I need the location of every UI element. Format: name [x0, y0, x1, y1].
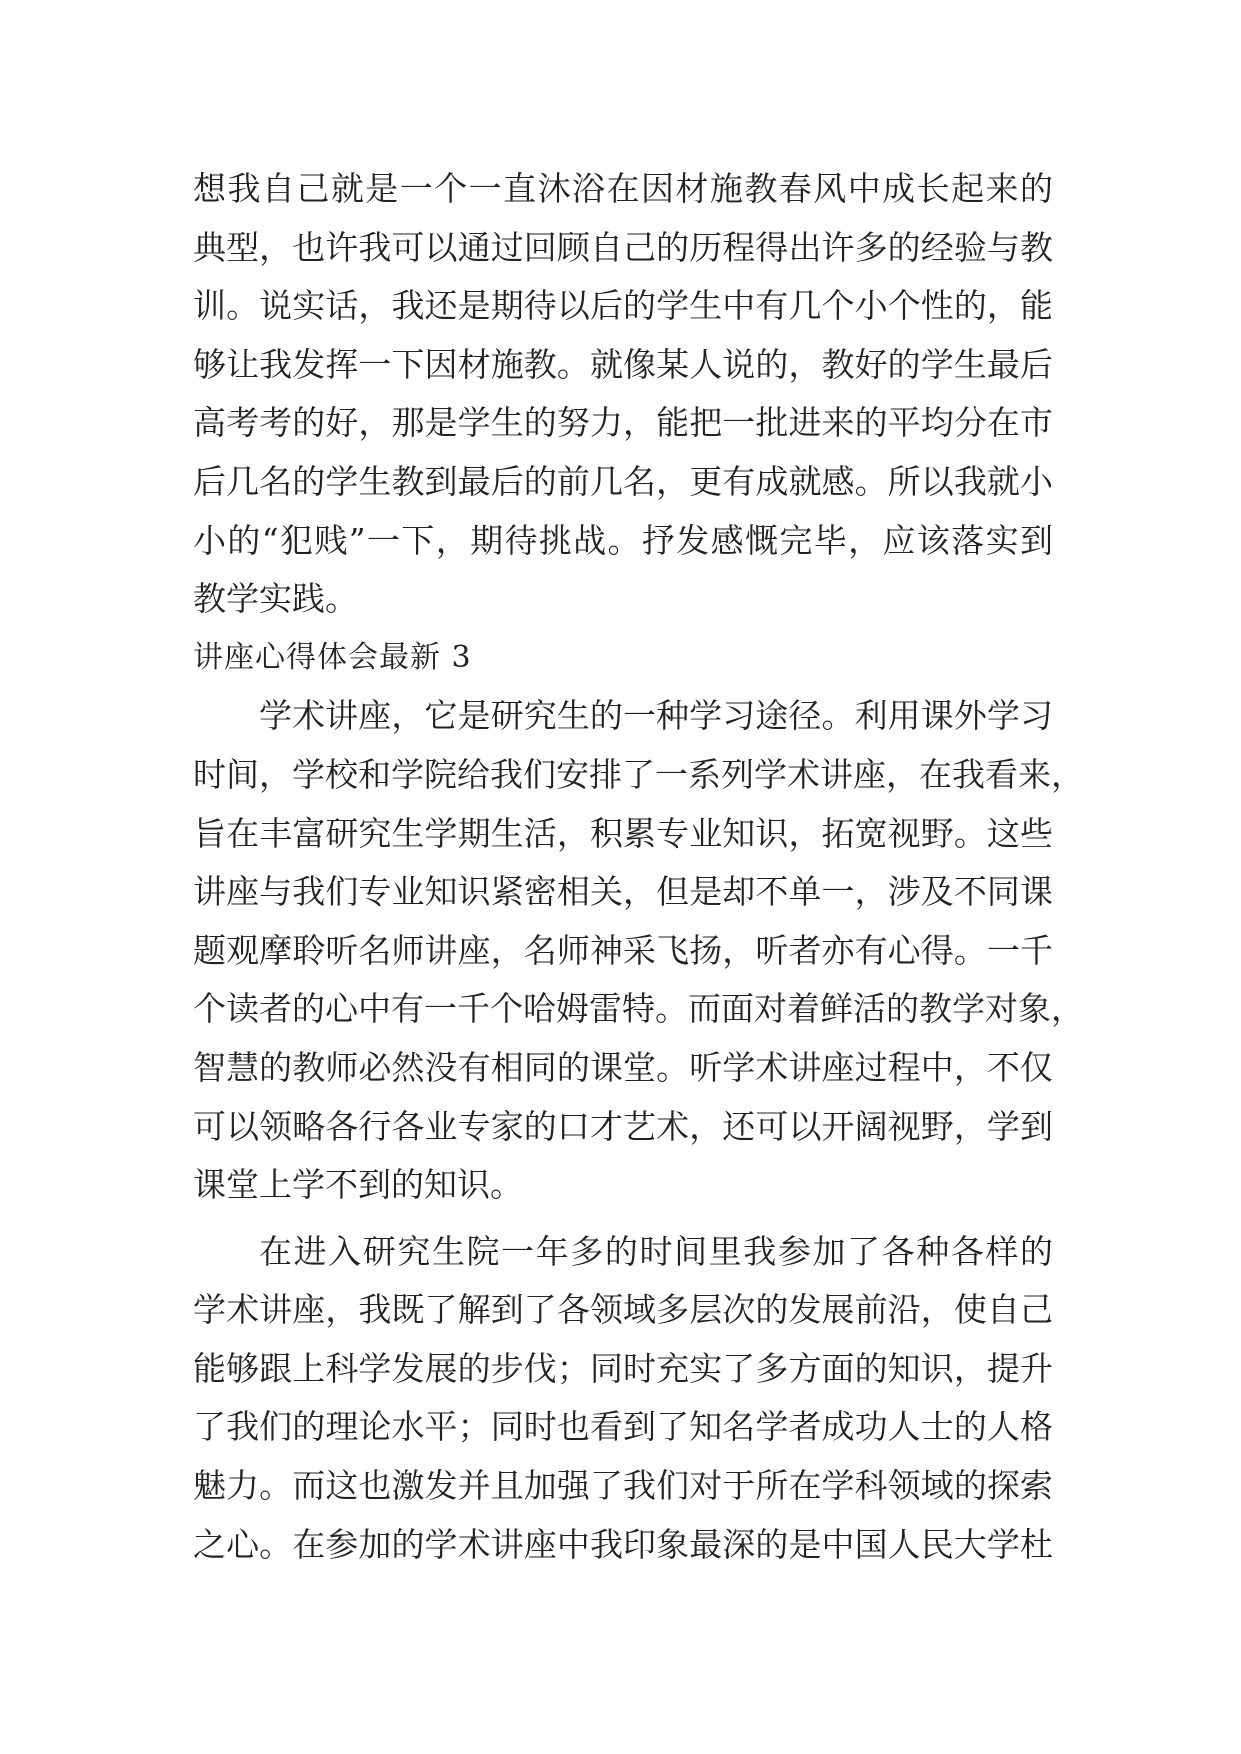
text-line: 后几名的学生教到最后的前几名，更有成就感。所以我就小	[193, 461, 1053, 501]
text-line: 能够跟上科学发展的步伐；同时充实了多方面的知识，提升	[193, 1348, 1053, 1388]
text-line: 在进入研究生院一年多的时间里我参加了各种各样的	[259, 1231, 1053, 1271]
text-line: 高考考的好，那是学生的努力，能把一批进来的平均分在市	[193, 403, 1053, 443]
document-body	[193, 160, 1084, 1574]
text-line: 训。说实话，我还是期待以后的学生中有几个小个性的，能	[193, 286, 1053, 326]
text-line: 典型，也许我可以通过回顾自己的历程得出许多的经验与教	[193, 227, 1053, 267]
text-line: 智慧的教师必然没有相同的课堂。听学术讲座过程中，不仅	[193, 1047, 1053, 1087]
section-heading: 讲座心得体会最新 3	[193, 639, 472, 675]
paragraph-intro	[193, 160, 1053, 629]
text-line: 教学实践。	[193, 579, 358, 619]
text-line: 想我自己就是一个一直沐浴在因材施教春风中成长起来的	[193, 169, 1053, 208]
text-line: 够让我发挥一下因材施教。就像某人说的，教好的学生最后	[193, 344, 1053, 384]
text-line: 可以领略各行各业专家的口才艺术，还可以开阔视野，学到	[193, 1106, 1053, 1146]
text-line: 个读者的心中有一千个哈姆雷特。而面对着鲜活的教学对象，	[193, 989, 1084, 1029]
text-line: 了我们的理论水平；同时也看到了知名学者成功人士的人格	[193, 1407, 1053, 1447]
text-line: 学术讲座，它是研究生的一种学习途径。利用课外学习	[259, 696, 1053, 736]
paragraph-gap	[193, 1215, 1053, 1223]
text-line: 题观摩聆听名师讲座，名师神采飞扬，听者亦有心得。一千	[193, 930, 1053, 970]
text-line: 小的“犯贱”一下，期待挑战。抒发感慨完毕，应该落实到	[193, 520, 1053, 560]
text-line: 学术讲座，我既了解到了各领域多层次的发展前沿，使自己	[193, 1290, 1053, 1330]
paragraph-lecture	[193, 687, 1084, 1214]
text-line: 旨在丰富研究生学期生活，积累专业知识，拓宽视野。这些	[193, 813, 1053, 853]
paragraph-graduate	[193, 1223, 1053, 1575]
text-line: 课堂上学不到的知识。	[193, 1165, 523, 1205]
text-line: 魅力。而这也激发并且加强了我们对于所在学科领域的探索	[193, 1466, 1053, 1506]
text-line: 讲座与我们专业知识紧密相关，但是却不单一，涉及不同课	[193, 872, 1053, 912]
text-line: 之心。在参加的学术讲座中我印象最深的是中国人民大学杜	[193, 1524, 1053, 1564]
text-line: 时间，学校和学院给我们安排了一系列学术讲座，在我看来，	[193, 754, 1084, 794]
